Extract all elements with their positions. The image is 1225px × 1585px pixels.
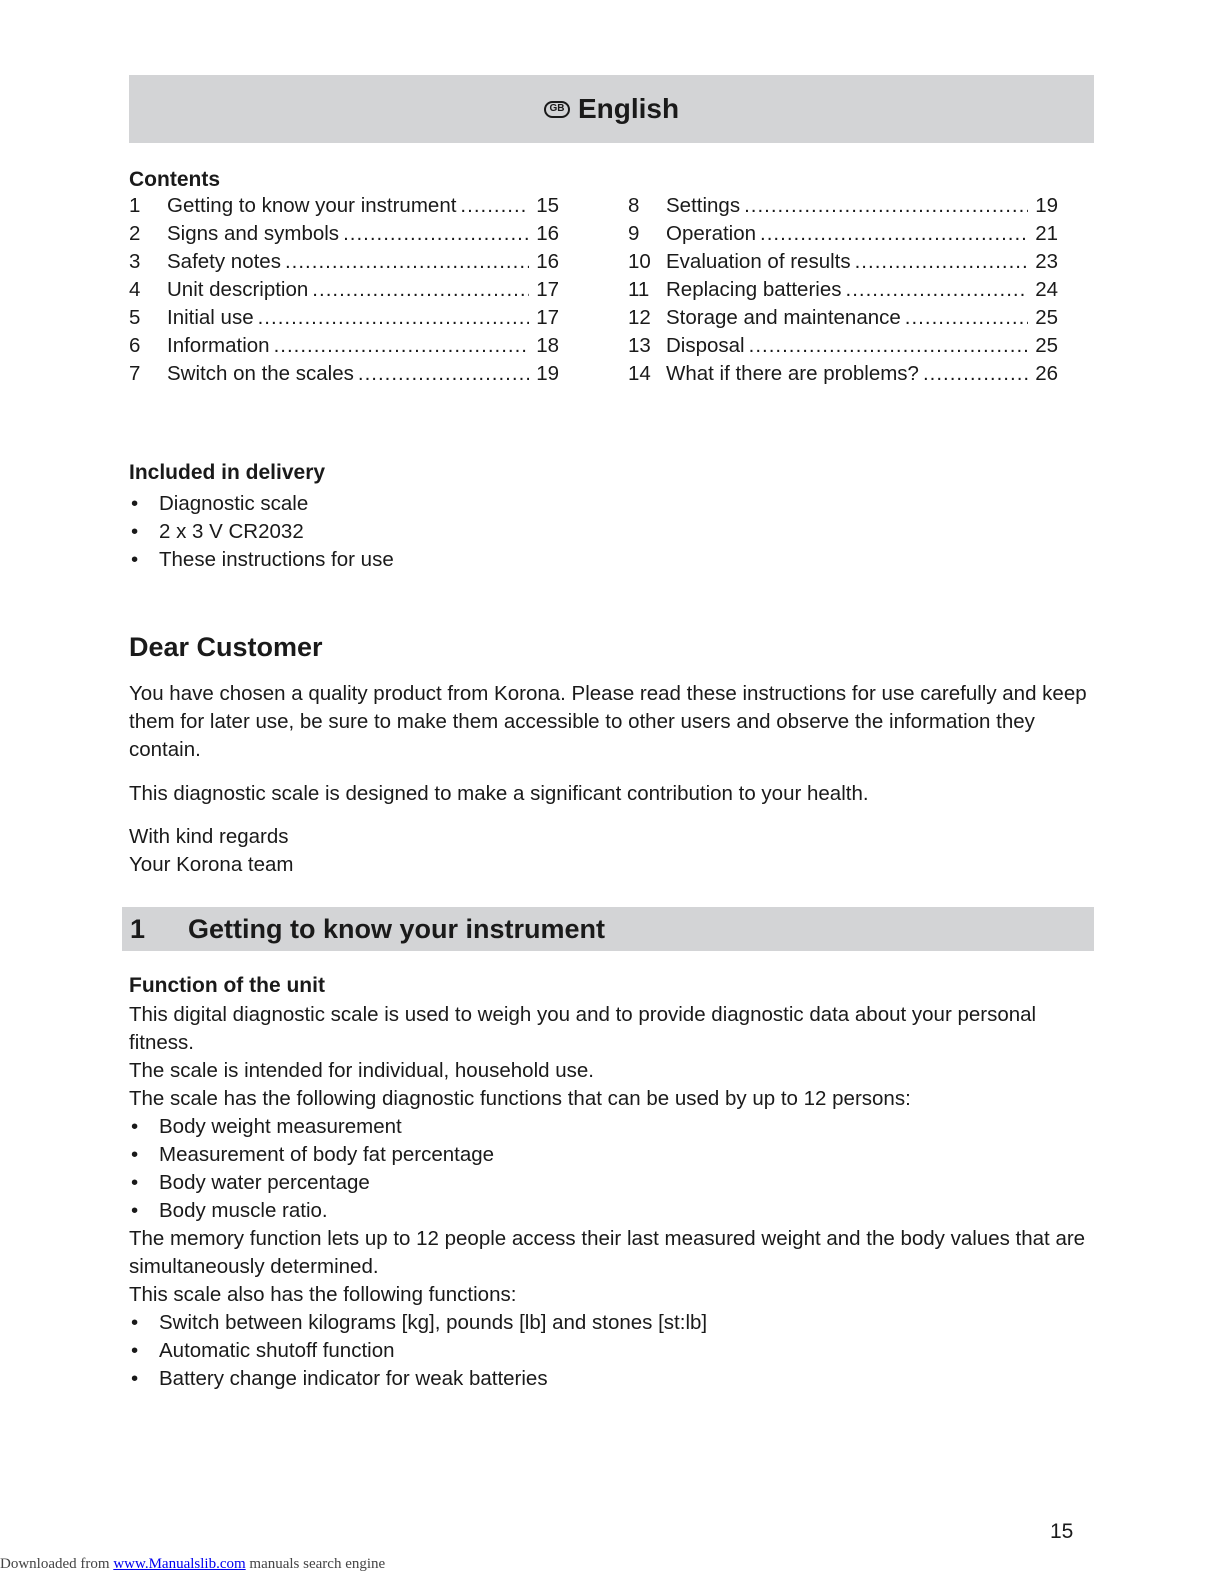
toc-left-column: [129, 194, 559, 390]
toc-entry-page: 16: [536, 250, 559, 273]
toc-entry-number: 4: [129, 278, 141, 301]
toc-entry-page: 17: [536, 278, 559, 301]
toc-entry[interactable]: [628, 362, 1058, 390]
toc-leader: [905, 306, 1028, 330]
toc-entry-title: What if there are problems?: [666, 362, 919, 385]
list-item: • Switch between kilograms [kg], pounds [lb] and stones [st:lb]: [129, 1309, 707, 1337]
section-number: 1: [130, 913, 146, 944]
regards-text: With kind regards: [129, 825, 289, 848]
toc-entry[interactable]: [129, 250, 559, 278]
toc-entry-title: Evaluation of results: [666, 250, 851, 273]
signature-block: [129, 823, 1094, 879]
memory-description: [129, 1225, 1094, 1309]
language-header: [129, 75, 1094, 143]
toc-leader: [343, 222, 529, 246]
manualslib-link[interactable]: www.Manualslib.com: [113, 1556, 246, 1572]
toc-entry-page: 15: [536, 194, 559, 217]
toc-entry[interactable]: [628, 250, 1058, 278]
toc-entry-page: 25: [1035, 306, 1058, 329]
toc-entry[interactable]: [129, 278, 559, 306]
toc-entry[interactable]: [129, 222, 559, 250]
list-item: • Battery change indicator for weak batteries: [129, 1365, 707, 1393]
toc-entry-title: Settings: [666, 194, 741, 217]
gb-flag-icon: GB: [544, 101, 570, 118]
toc-entry-title: Initial use: [167, 306, 254, 329]
function-text: This digital diagnostic scale is used to weigh you and to provide diagnostic data about your personal fitness.: [129, 1003, 1037, 1054]
toc-right-column: [628, 194, 1058, 390]
toc-leader: [846, 278, 1029, 302]
toc-entry-number: 8: [628, 194, 640, 217]
list-item: • Diagnostic scale: [129, 490, 394, 518]
list-item: • Measurement of body fat percentage: [129, 1141, 494, 1169]
toc-entry[interactable]: [129, 306, 559, 334]
toc-leader: [258, 306, 529, 330]
list-item: • These instructions for use: [129, 546, 394, 574]
dear-customer-heading: Dear Customer: [129, 632, 323, 662]
toc-entry[interactable]: [628, 194, 1058, 222]
delivery-list: [129, 490, 394, 574]
toc-leader: [855, 250, 1028, 274]
section-title: Getting to know your instrument: [188, 913, 605, 944]
customer-intro-paragraph: [129, 680, 1094, 764]
diagnostic-functions-list: [129, 1113, 494, 1225]
toc-entry-page: 23: [1035, 250, 1058, 273]
function-heading: Function of the unit: [129, 974, 325, 997]
toc-leader: [358, 362, 529, 386]
function-text: The scale is intended for individual, household use.: [129, 1059, 594, 1082]
toc-entry-title: Disposal: [666, 334, 745, 357]
toc-entry-page: 26: [1035, 362, 1058, 385]
memory-text: The memory function lets up to 12 people access their last measured weight and the body values that are simultaneously determined.: [129, 1227, 1086, 1278]
section-header: [122, 907, 1094, 951]
toc-entry-page: 19: [536, 362, 559, 385]
page-number: 15: [1050, 1520, 1074, 1543]
toc-entry-title: Operation: [666, 222, 757, 245]
customer-intro-text: You have chosen a quality product from Korona. Please read these instructions for use carefully and keep them for later use, be sure to make them accessible to other users and observe the information they contain.: [129, 682, 1087, 761]
memory-text: This scale also has the following functions:: [129, 1283, 517, 1306]
function-text: The scale has the following diagnostic functions that can be used by up to 12 persons:: [129, 1087, 911, 1110]
toc-entry[interactable]: [628, 306, 1058, 334]
toc-entry-number: 11: [628, 278, 650, 301]
customer-health-paragraph: [129, 780, 1094, 808]
toc-entry-page: 17: [536, 306, 559, 329]
extra-functions-list: [129, 1309, 707, 1393]
toc-entry-number: 5: [129, 306, 141, 329]
list-item: • Automatic shutoff function: [129, 1337, 707, 1365]
toc-entry-title: Unit description: [167, 278, 309, 301]
toc-entry-number: 3: [129, 250, 141, 273]
toc-entry-title: Storage and maintenance: [666, 306, 901, 329]
toc-entry-number: 10: [628, 250, 651, 273]
toc-leader: [312, 278, 529, 302]
toc-entry-number: 6: [129, 334, 141, 357]
toc-entry-title: Replacing batteries: [666, 278, 842, 301]
footer-suffix: manuals search engine: [245, 1556, 386, 1572]
toc-entry-page: 24: [1035, 278, 1058, 301]
toc-leader: [760, 222, 1028, 246]
toc-entry-number: 2: [129, 222, 141, 245]
toc-leader: [460, 194, 529, 218]
toc-leader: [274, 334, 529, 358]
delivery-heading: Included in delivery: [129, 461, 326, 484]
toc-leader: [923, 362, 1028, 386]
toc-entry-number: 7: [129, 362, 141, 385]
toc-entry[interactable]: [129, 334, 559, 362]
toc-entry-page: 16: [536, 222, 559, 245]
toc-entry-title: Getting to know your instrument: [167, 194, 457, 217]
language-title: [544, 93, 679, 125]
footer-prefix: Downloaded from: [0, 1556, 114, 1572]
toc-entry[interactable]: [628, 222, 1058, 250]
toc-entry-title: Safety notes: [167, 250, 281, 273]
toc-entry-title: Signs and symbols: [167, 222, 340, 245]
list-item: • Body water percentage: [129, 1169, 494, 1197]
toc-entry-number: 13: [628, 334, 651, 357]
toc-entry-title: Switch on the scales: [167, 362, 354, 385]
toc-entry-number: 12: [628, 306, 651, 329]
toc-entry-number: 9: [628, 222, 640, 245]
list-item: • 2 x 3 V CR2032: [129, 518, 394, 546]
list-item: • Body weight measurement: [129, 1113, 494, 1141]
toc-leader: [744, 194, 1028, 218]
language-label: English: [577, 93, 680, 124]
toc-entry[interactable]: [129, 362, 559, 390]
team-text: Your Korona team: [129, 853, 294, 876]
toc-entry-page: 25: [1035, 334, 1058, 357]
toc-entry[interactable]: [628, 334, 1058, 362]
contents-heading: Contents: [129, 168, 220, 191]
toc-entry-title: Information: [167, 334, 270, 357]
toc-entry-page: 19: [1035, 194, 1058, 217]
toc-leader: [749, 334, 1028, 358]
function-description: [129, 1001, 1094, 1113]
toc-entry-page: 21: [1035, 222, 1058, 245]
customer-health-text: This diagnostic scale is designed to make a significant contribution to your health.: [129, 782, 869, 805]
download-footer: [0, 1556, 385, 1573]
toc-entry[interactable]: [628, 278, 1058, 306]
list-item: • Body muscle ratio.: [129, 1197, 494, 1225]
toc-entry-number: 14: [628, 362, 651, 385]
toc-entry[interactable]: [129, 194, 559, 222]
toc-entry-number: 1: [129, 194, 141, 217]
toc-entry-page: 18: [536, 334, 559, 357]
toc-leader: [285, 250, 529, 274]
